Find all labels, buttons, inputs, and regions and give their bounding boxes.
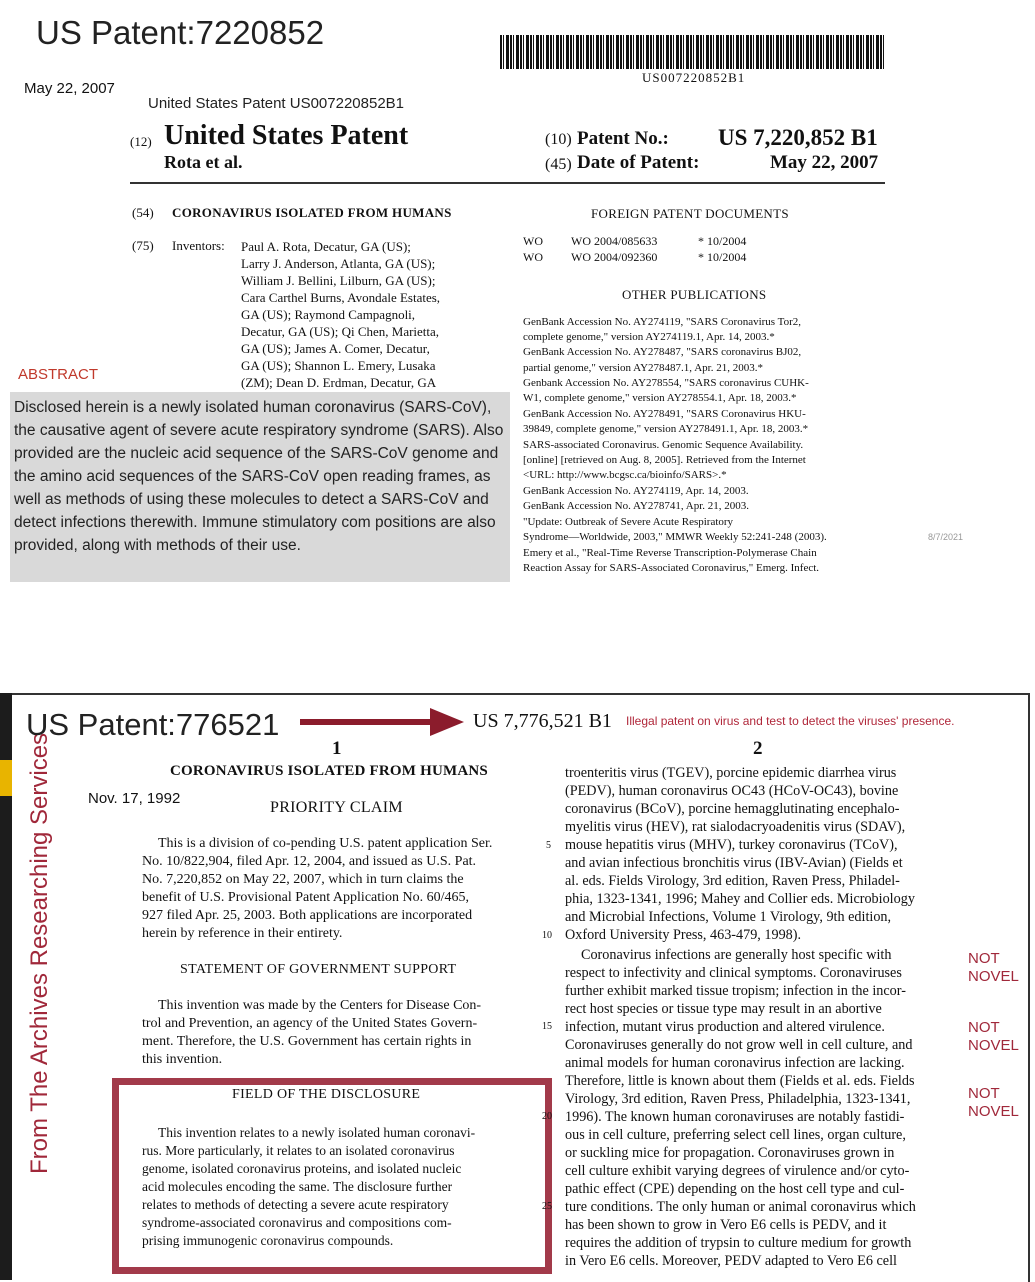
inventor-line: Decatur, GA (US); Qi Chen, Marietta, [241,324,440,339]
column2-line: Coronavirus infections are generally host specific with [581,947,892,963]
not-novel-annotation: NOT NOVEL [968,950,1019,985]
patent-no-label: Patent No.: [577,128,669,149]
publication-line: W1, complete genome," version AY278554.1, Apr. 18, 2003.* [523,392,797,404]
publication-line: Syndrome—Worldwide, 2003," MMWR Weekly 52:241-248 (2003). [523,531,827,543]
bottom-patent-date: Nov. 17, 1992 [88,790,181,807]
publication-line: 39849, complete genome," version AY278491.1, Apr. 18, 2003.* [523,423,809,435]
inventor-line: GA (US); James A. Comer, Decatur, [241,341,430,356]
publication-line: <URL: http://www.bcgsc.ca/bioinfo/SARS>.* [523,469,727,481]
priority-claim-heading: PRIORITY CLAIM [270,799,403,816]
column2-line: infection, mutant virus production and altered virulence. [565,1019,885,1035]
foreign-doc-country: WO [523,250,543,264]
gov-support-heading: STATEMENT OF GOVERNMENT SUPPORT [180,962,457,977]
gov-support-line: ment. Therefore, the U.S. Government has certain rights in [142,1034,472,1049]
patent-no-value: US 7,220,852 B1 [718,125,878,150]
column2-line: (PEDV), human coronavirus OC43 (HCoV-OC43), bovine [565,783,899,799]
column2-line: ture conditions. The only human or animal coronavirus which [565,1199,916,1215]
publication-line: "Update: Outbreak of Severe Acute Respiratory [523,516,734,528]
priority-line: benefit of U.S. Provisional Patent Application No. 60/465, [142,890,470,905]
not-novel-annotation: NOT NOVEL [968,1085,1019,1120]
foreign-docs-heading: FOREIGN PATENT DOCUMENTS [591,206,789,221]
margin-line-number: 5 [546,840,551,851]
publication-line: GenBank Accession No. AY274119, Apr. 14, 2003. [523,485,749,497]
other-publications-heading: OTHER PUBLICATIONS [622,287,767,302]
column2-line: respect to infectivity and clinical symptoms. Coronaviruses [565,965,902,981]
field-code-54: (54) [132,205,154,220]
margin-line-number: 25 [542,1201,552,1212]
column-number: 1 [332,738,342,759]
field-code-45: (45) [545,156,572,173]
inventor-line: GA (US); Raymond Campagnoli, [241,307,416,322]
margin-line-number: 10 [542,930,552,941]
publication-line: SARS-associated Coronavirus. Genomic Sequence Availability. [523,439,804,451]
publication-line: [online] [retrieved on Aug. 8, 2005]. Retrieved from the Internet [523,454,806,466]
column2-line: Therefore, little is known about them (Fields et al. eds. Fields [565,1073,915,1089]
field-code-10: (10) [545,131,572,148]
document-authors: Rota et al. [164,152,243,172]
foreign-doc-country: WO [523,234,543,248]
column2-line: myelitis virus (HEV), rat sialodacryoadenitis virus (SDAV), [565,819,906,835]
header-divider [130,182,885,184]
inventor-line: GA (US); Shannon L. Emery, Lusaka [241,358,436,373]
foreign-doc-date: * 10/2004 [698,234,747,248]
publication-line: GenBank Accession No. AY278487, "SARS coronavirus BJ02, [523,346,802,358]
illegal-patent-note: Illegal patent on virus and test to detect the viruses' presence. [626,714,955,728]
date-of-patent-label: Date of Patent: [577,152,700,173]
column2-line: cell culture exhibit varying degrees of virulence and/or cyto- [565,1163,910,1179]
column-number: 2 [753,738,763,759]
publication-line: Emery et al., "Real-Time Reverse Transcription-Polymerase Chain [523,547,817,559]
field-code-12: (12) [130,134,152,149]
column2-line: pathic effect (CPE) depending on the host cell type and cul- [565,1181,905,1197]
arrow-right-icon [430,708,464,736]
priority-line: herein by reference in their entirety. [142,926,343,941]
column2-line: al. eds. Fields Virology, 3rd edition, Raven Press, Philadel- [565,873,900,889]
column2-line: 1996). The known human coronaviruses are notably fastidi- [565,1109,905,1125]
barcode-number: US007220852B1 [642,70,746,85]
invention-title: CORONAVIRUS ISOLATED FROM HUMANS [172,205,452,220]
field-line: This invention relates to a newly isolated human coronavi- [158,1125,476,1140]
column2-line: further exhibit marked tissue tropism; infection in the incor- [565,983,906,999]
publication-line: GenBank Accession No. AY278491, "SARS Coronavirus HKU- [523,408,806,420]
column2-line: has been shown to grow in Vero E6 cells is PEDV, and it [565,1217,887,1233]
gov-support-line: This invention was made by the Centers for Disease Con- [158,998,482,1013]
publication-line: Reaction Assay for SARS-Associated Coronavirus," Emerg. Infect. [523,562,820,574]
top-patent-number-line: United States Patent US007220852B1 [148,95,405,112]
top-patent-heading: US Patent:7220852 [36,14,325,51]
arrow-shaft [300,719,432,725]
column2-line: requires the addition of trypsin to culture medium for growth [565,1235,912,1251]
abstract-label: ABSTRACT [18,366,99,383]
bottom-invention-title: CORONAVIRUS ISOLATED FROM HUMANS [170,763,488,779]
date-of-patent-value: May 22, 2007 [770,152,879,173]
top-patent-panel [0,0,1035,585]
publication-line: Genbank Accession No. AY278554, "SARS coronavirus CUHK- [523,377,809,389]
bottom-patent-heading: US Patent:776521 [26,707,280,742]
column2-line: Virology, 3rd edition, Raven Press, Philadelphia, 1323-1341, [565,1091,911,1107]
inventor-line: Paul A. Rota, Decatur, GA (US); [241,239,411,254]
foreign-doc-number: WO 2004/085633 [571,234,658,248]
publication-line: partial genome," version AY278487.1, Apr. 21, 2003.* [523,362,763,374]
publication-line: GenBank Accession No. AY278741, Apr. 21, 2003. [523,500,750,512]
column2-line: troenteritis virus (TGEV), porcine epidemic diarrhea virus [565,765,897,781]
foreign-doc-number: WO 2004/092360 [571,250,658,264]
column2-line: coronavirus (BCoV), porcine hemagglutinating encephalo- [565,801,900,817]
field-line: syndrome-associated coronavirus and compositions com- [142,1215,452,1230]
column2-line: mouse hepatitis virus (MHV), turkey coronavirus (TCoV), [565,837,898,853]
priority-line: No. 10/822,904, filed Apr. 12, 2004, and issued as U.S. Pat. [142,854,477,869]
priority-line: This is a division of co-pending U.S. patent application Ser. [158,836,493,851]
left-accent-highlight [0,760,12,796]
slide-date: 8/7/2021 [928,532,964,542]
bottom-patent-number: US 7,776,521 B1 [473,710,612,732]
column2-line: or suckling mice for propagation. Coronaviruses grown in [565,1145,895,1161]
field-of-disclosure-heading: FIELD OF THE DISCLOSURE [232,1087,421,1102]
field-line: genome, isolated coronavirus proteins, and isolated nucleic [142,1161,462,1176]
column2-line: Oxford University Press, 463-479, 1998). [565,927,802,943]
column2-line: ous in cell culture, preferring select cell lines, organ culture, [565,1127,906,1143]
barcode-graphic [500,35,885,69]
gov-support-line: trol and Prevention, an agency of the United States Govern- [142,1016,478,1031]
top-patent-date: May 22, 2007 [24,80,115,97]
margin-line-number: 20 [542,1111,552,1122]
column2-line: and Microbial Infections, Volume 1 Virology, 9th edition, [565,909,892,925]
field-line: rus. More particularly, it relates to an isolated coronavirus [142,1143,455,1158]
field-line: prising immunogenic coronavirus compounds. [142,1233,394,1248]
inventor-line: (ZM); Dean D. Erdman, Decatur, GA [241,375,437,390]
column2-line: Coronaviruses generally do not grow well in cell culture, and [565,1037,913,1053]
field-code-75: (75) [132,238,154,253]
watermark-vertical-text: From The Archives Researching Services [26,732,53,1174]
column2-line: phia, 1323-1341, 1996; Mahey and Collier eds. Microbiology [565,891,915,907]
column2-line: and avian infectious bronchitis virus (IBV-Avian) (Fields et [565,855,903,871]
document-title: United States Patent [164,120,409,151]
inventor-line: William J. Bellini, Lilburn, GA (US); [241,273,436,288]
not-novel-annotation: NOT NOVEL [968,1019,1019,1054]
foreign-doc-date: * 10/2004 [698,250,747,264]
gov-support-line: this invention. [142,1052,223,1067]
column2-line: in Vero E6 cells. Moreover, PEDV adapted to Vero E6 cell [565,1253,897,1269]
priority-line: No. 7,220,852 on May 22, 2007, which in turn claims the [142,872,464,887]
field-line: relates to methods of detecting a severe acute respiratory [142,1197,449,1212]
priority-line: 927 filed Apr. 25, 2003. Both applications are incorporated [142,908,473,923]
inventor-line: Larry J. Anderson, Atlanta, GA (US); [241,256,436,271]
margin-line-number: 15 [542,1021,552,1032]
field-line: acid molecules encoding the same. The disclosure further [142,1179,453,1194]
publication-line: complete genome," version AY274119.1, Apr. 14, 2003.* [523,331,775,343]
abstract-text: Disclosed herein is a newly isolated human coronavirus (SARS-CoV), the causative agent of severe acute respiratory syndrome (SARS). Also provided are the nucleic acid sequence of the SARS-CoV genome and the amino acid sequences of the SARS-CoV open reading frames, as well as methods of using these molecules to detect a SARS-CoV and detect infections therewith. Immune stimulatory com positions are also provided, along with methods of their use. [14,399,504,554]
column2-line: animal models for human coronavirus infection are lacking. [565,1055,905,1071]
publication-line: GenBank Accession No. AY274119, "SARS Coronavirus Tor2, [523,316,802,328]
inventors-label: Inventors: [172,238,225,253]
inventor-line: Cara Carthel Burns, Avondale Estates, [241,290,441,305]
column2-line: rect host species or tissue type may result in an abortive [565,1001,882,1017]
